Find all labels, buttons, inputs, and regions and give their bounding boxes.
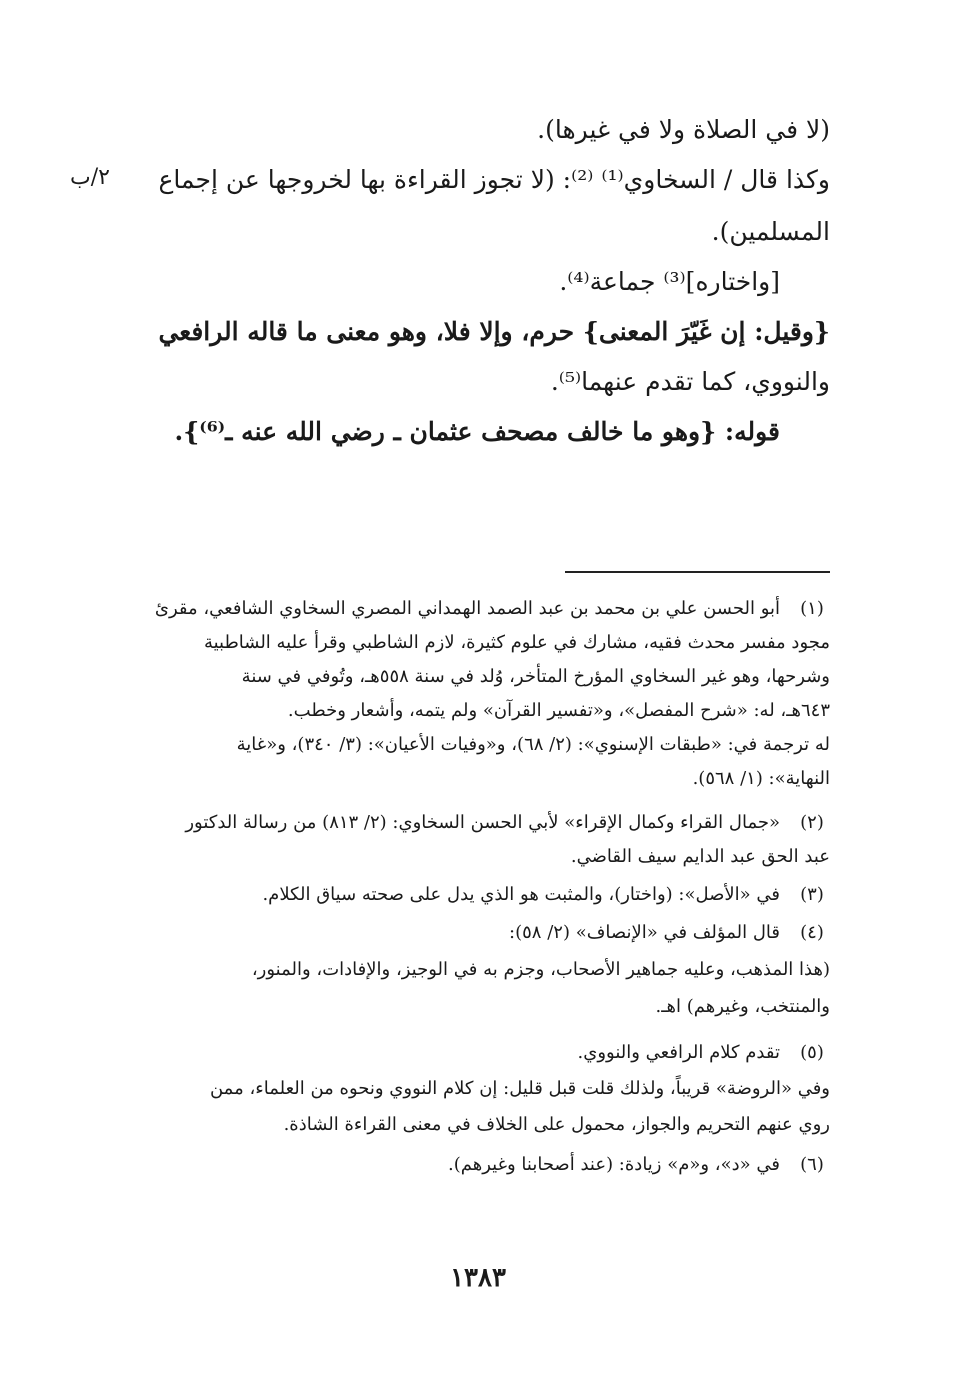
footnote-1-line-4: ٦٤٣هـ، له: «شرح المفصل»، و«تفسير القرآن» ولم يتمه، وأشعار وخطب.: [287, 700, 830, 721]
footnote-1-line-5: له ترجمة في: «طبقات الإسنوي»: (٢/ ٦٨)، و«وفيات الأعيان»: (٣/ ٣٤٠)، و«غاية: [236, 734, 830, 755]
footnote-1-line-1: أبو الحسن علي بن محمد بن عبد الصمد الهمداني المصري السخاوي الشافعي، مقرئ: [154, 598, 780, 619]
footnote-5-line-3: روي عنهم التحريم والجواز، محمول على الخلاف في معنى القراءة الشاذة.: [283, 1114, 830, 1135]
margin-note: ٢/ب: [70, 165, 110, 190]
main-line-2: وكذا قال / السخاوي⁽¹⁾ ⁽²⁾: (لا تجوز القراءة بها لخروجها عن إجماع: [158, 165, 830, 194]
main-line-4: [واختاره]⁽³⁾ جماعة⁽⁴⁾.: [559, 267, 780, 296]
footnote-6-line-1: في «د»، و«م» زيادة: (عند أصحابنا وغيرهم).: [448, 1154, 780, 1175]
footnote-number-3: (٣): [800, 884, 824, 905]
footnote-1-line-2: مجود مفسر محدث فقيه، مشارك في علوم كثيرة، لازم الشاطبي وقرأ عليه الشاطبية: [203, 632, 830, 653]
footnote-5-line-2: وفي «الروضة» قريباً، ولذلك قلت قبل قليل: إن كلام النووي ونحوه من العلماء، ممن: [209, 1078, 830, 1099]
page-number: ١٣٨٣: [450, 1263, 506, 1293]
footnote-number-5: (٥): [800, 1042, 824, 1063]
footnote-2-line-1: «جمال القراء وكمال الإقراء» لأبي الحسن السخاوي: (٢/ ٨١٣) من رسالة الدكتور: [185, 812, 780, 833]
footnote-3-line-1: في «الأصل»: (واختار)، والمثبت هو الذي يدل على صحته سياق الكلام.: [262, 884, 780, 905]
footnote-5-line-1: تقدم كلام الرافعي والنووي.: [577, 1042, 780, 1063]
footnote-1-line-3: وشرحها، وهو غير السخاوي المؤرخ المتأخر، وُلد في سنة ٥٥٨هـ، وتُوفي في سنة: [241, 666, 830, 687]
main-line-6: والنووي، كما تقدم عنهما⁽⁵⁾.: [550, 367, 830, 396]
footnote-number-4: (٤): [800, 922, 824, 943]
footnote-separator: [565, 571, 830, 573]
footnote-number-1: (١): [800, 598, 824, 619]
footnote-4-line-3: والمنتخب، وغيرهم) اهـ.: [655, 996, 830, 1017]
main-line-7: قوله: {وهو ما خالف مصحف عثمان ـ رضي الله عنه ـ⁽⁶⁾}.: [174, 417, 780, 446]
main-line-1: (لا في الصلاة ولا في غيرها).: [537, 115, 830, 144]
footnote-number-6: (٦): [800, 1154, 824, 1175]
footnote-2-line-2: عبد الحق عبد الدايم سيف القاضي.: [570, 846, 830, 867]
footnote-1-line-6: النهاية»: (١/ ٥٦٨).: [692, 768, 830, 789]
footnote-number-2: (٢): [800, 812, 824, 833]
footnote-4-line-1: قال المؤلف في «الإنصاف» (٢/ ٥٨):: [509, 922, 780, 943]
main-line-5: {وقيل: إن غَيّرَ المعنى} حرم، وإلا فلا، وهو معنى ما قاله الرافعي: [158, 317, 830, 346]
footnote-4-line-2: (هذا المذهب، وعليه جماهير الأصحاب، وجزم به في الوجيز، والإفادات، والمنور،: [251, 959, 830, 980]
main-line-3: المسلمين).: [711, 217, 830, 246]
